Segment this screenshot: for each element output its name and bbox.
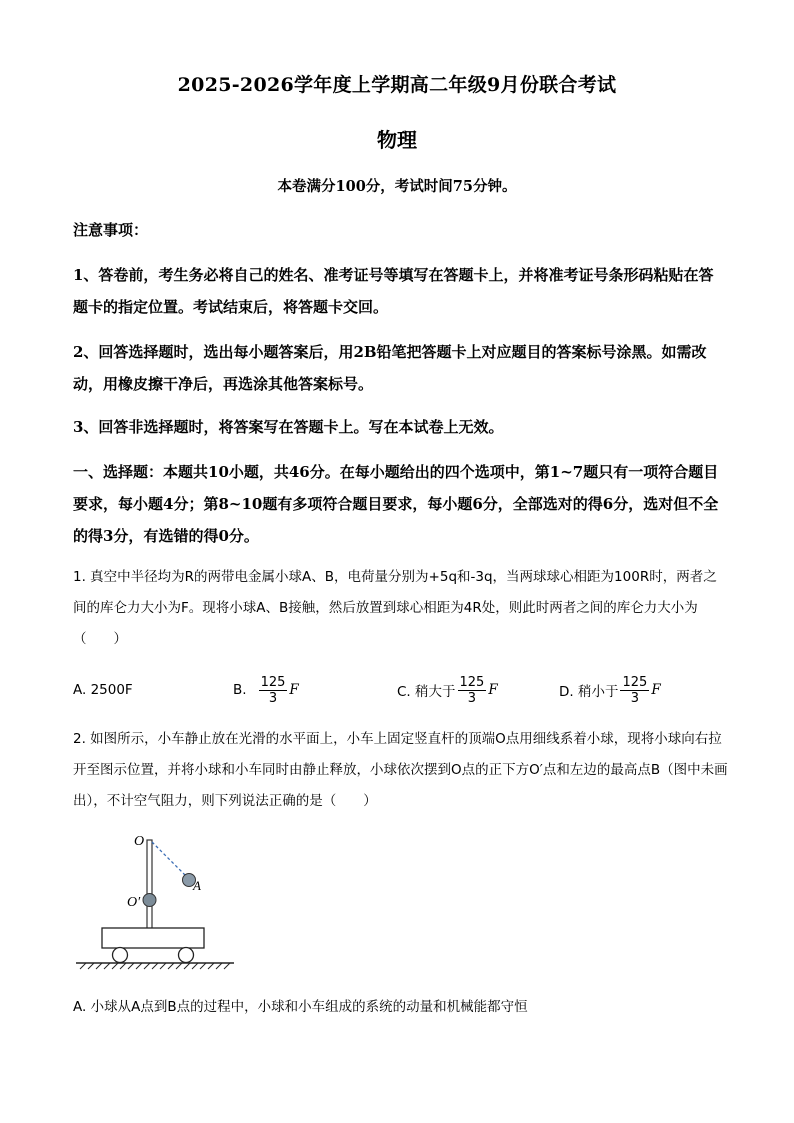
ball-o-prime bbox=[143, 894, 156, 907]
note-item-1: 1、答卷前，考生务必将自己的姓名、准考证号等填写在答题卡上，并将准考证号条形码粘贴在答题卡的指定位置。考试结束后，将答题卡交回。 bbox=[73, 266, 714, 316]
score-info: 本卷满分100分，考试时间75分钟。 bbox=[277, 178, 517, 195]
label-o: O bbox=[134, 834, 145, 849]
fraction bbox=[620, 675, 649, 706]
note-item-3: 3、回答非选择题时，将答案写在答题卡上。写在本试卷上无效。 bbox=[73, 418, 504, 436]
wheel-left bbox=[113, 948, 128, 963]
cart-pendulum-figure bbox=[72, 828, 242, 978]
option-b bbox=[233, 670, 299, 710]
option-d bbox=[559, 670, 661, 710]
fraction-variable: F bbox=[289, 682, 299, 698]
fraction-numerator: 125 bbox=[459, 674, 485, 690]
option-c-prefix: C. 稍大于 bbox=[397, 684, 456, 700]
option-d-prefix: D. 稍小于 bbox=[559, 684, 619, 700]
fraction-variable: F bbox=[651, 682, 661, 698]
fraction-numerator: 125 bbox=[260, 674, 286, 690]
note-item-2: 2、回答选择题时，选出每小题答案后，用2B铅笔把答题卡上对应题目的答案标号涂黑。如需改动，用橡皮擦干净后，再选涂其他答案标号。 bbox=[73, 343, 707, 393]
option-c bbox=[397, 670, 498, 710]
label-o-prime: O′ bbox=[127, 895, 141, 910]
wheel-right bbox=[179, 948, 194, 963]
option-b-prefix: B. bbox=[233, 682, 247, 698]
string bbox=[152, 842, 186, 876]
question-1-stem: 1. 真空中半径均为R的两带电金属小球A、B，电荷量分别为+5q和-3q，当两球球心相距为100R时，两者之间的库仑力大小为F。现将小球A、B接触，然后放置到球心相距为4R处，则此时两者之间的库仑力大小为（ ） bbox=[73, 569, 717, 647]
figure-svg bbox=[72, 828, 242, 978]
pole bbox=[147, 840, 152, 938]
notes-heading: 注意事项： bbox=[73, 221, 149, 239]
fraction-denominator: 3 bbox=[467, 690, 477, 706]
ground-hatching bbox=[80, 963, 230, 969]
fraction bbox=[458, 675, 487, 706]
fraction-variable: F bbox=[488, 682, 498, 698]
fraction-denominator: 3 bbox=[268, 690, 278, 706]
cart-body bbox=[102, 928, 204, 948]
section-instructions: 一、选择题：本题共10小题，共46分。在每小题给出的四个选项中，第1~7题只有一项符合题目要求，每小题4分；第8~10题有多项符合题目要求，每小题6分，全部选对的得6分，选对但不全的得3分，有选错的得0分。 bbox=[73, 463, 719, 545]
subject-heading: 物理 bbox=[377, 128, 417, 152]
option-a-text: A. 2500F bbox=[73, 682, 133, 698]
fraction-denominator: 3 bbox=[630, 690, 640, 706]
label-a: A bbox=[193, 878, 201, 893]
fraction bbox=[259, 675, 288, 706]
question-1-options bbox=[73, 670, 723, 710]
page-title: 2025-2026学年度上学期高二年级9月份联合考试 bbox=[177, 74, 617, 96]
fraction-numerator: 125 bbox=[622, 674, 648, 690]
question-2-stem: 2. 如图所示，小车静止放在光滑的水平面上，小车上固定竖直杆的顶端O点用细线系着小球，现将小球向右拉开至图示位置，并将小球和小车同时由静止释放，小球依次摆到O点的正下方O′点和左边的最高点B（图中未画出），不计空气阻力，则下列说法正确的是（ ） bbox=[73, 731, 728, 809]
question-2-option-a: A. 小球从A点到B点的过程中，小球和小车组成的系统的动量和机械能都守恒 bbox=[73, 999, 528, 1015]
option-a bbox=[73, 670, 133, 710]
